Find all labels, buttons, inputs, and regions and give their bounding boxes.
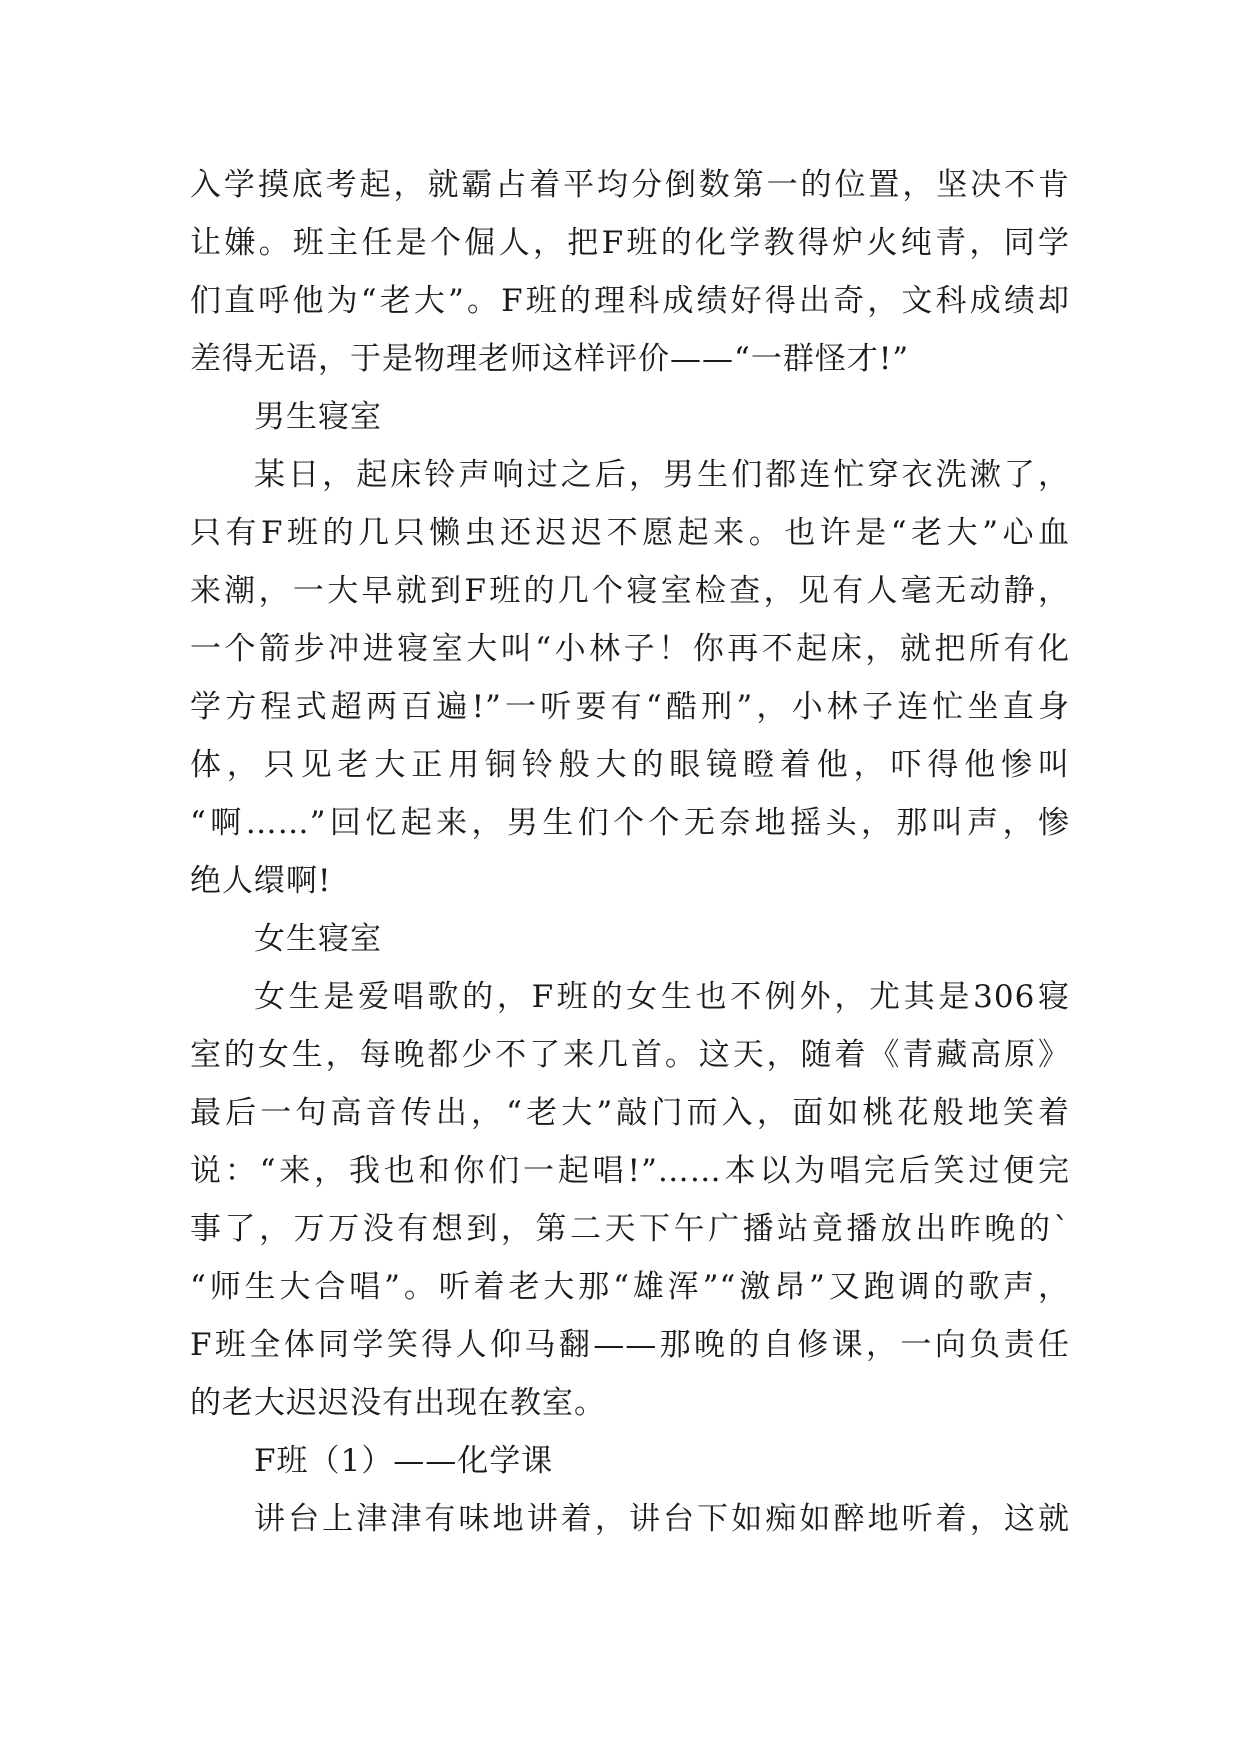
- paragraph-line: 绝人缳啊!: [190, 863, 332, 899]
- section-heading-boys-dorm: 男生寝室: [254, 399, 382, 435]
- paragraph-line: 体，只见老大正用铜铃般大的眼镜瞪着他，吓得他惨叫: [190, 747, 1070, 783]
- paragraph-line: 女生是爱唱歌的，F班的女生也不例外，尤其是306寝: [254, 979, 1070, 1015]
- paragraph-line: F班全体同学笑得人仰马翻——那晚的自修课，一向负责任: [190, 1327, 1070, 1363]
- section-heading-girls-dorm: 女生寝室: [254, 921, 382, 957]
- paragraph-line: 一个箭步冲进寝室大叫“小林子！你再不起床，就把所有化: [190, 631, 1070, 667]
- paragraph-line: 入学摸底考起，就霸占着平均分倒数第一的位置，坚决不肯: [190, 167, 1070, 203]
- paragraph-line: 的老大迟迟没有出现在教室。: [190, 1385, 606, 1421]
- paragraph-line: 室的女生，每晚都少不了来几首。这天，随着《青藏高原》: [190, 1037, 1070, 1073]
- paragraph-line: “师生大合唱”。听着老大那“雄浑”“激昂”又跑调的歌声，: [190, 1269, 1070, 1305]
- paragraph-line: 事了，万万没有想到，第二天下午广播站竟播放出昨晚的`: [190, 1211, 1070, 1247]
- paragraph-line: 来潮，一大早就到F班的几个寝室检查，见有人毫无动静，: [190, 573, 1070, 609]
- paragraph-line: 学方程式超两百遍!”一听要有“酷刑”，小林子连忙坐直身: [190, 689, 1070, 725]
- paragraph-line: 只有F班的几只懒虫还迟迟不愿起来。也许是“老大”心血: [190, 515, 1070, 551]
- article-body: [190, 156, 1070, 1548]
- paragraph-line: 差得无语，于是物理老师这样评价——“一群怪才!”: [190, 341, 910, 377]
- paragraph-line: 最后一句高音传出，“老大”敲门而入，面如桃花般地笑着: [190, 1095, 1070, 1131]
- paragraph-line: “啊……”回忆起来，男生们个个无奈地摇头，那叫声，惨: [190, 805, 1070, 841]
- paragraph-line: 说：“来，我也和你们一起唱!”……本以为唱完后笑过便完: [190, 1153, 1070, 1189]
- paragraph-line: 让嫌。班主任是个倔人，把F班的化学教得炉火纯青，同学: [190, 225, 1070, 261]
- paragraph-line: 某日，起床铃声响过之后，男生们都连忙穿衣洗漱了，: [254, 457, 1070, 493]
- section-heading-chemistry-class: F班（1）——化学课: [254, 1443, 554, 1479]
- paragraph-line: 讲台上津津有味地讲着，讲台下如痴如醉地听着，这就: [254, 1501, 1070, 1537]
- paragraph-line: 们直呼他为“老大”。F班的理科成绩好得出奇，文科成绩却: [190, 283, 1070, 319]
